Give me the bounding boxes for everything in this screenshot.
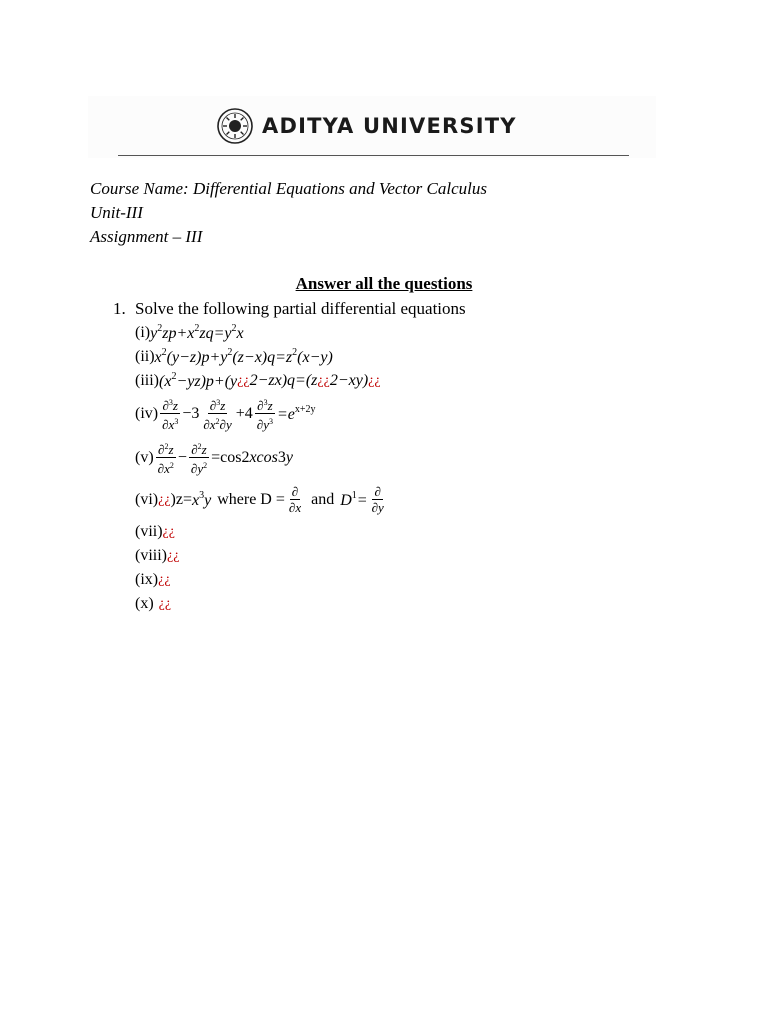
equation-label: (ix) <box>135 571 159 588</box>
equation-vi: (vi) ¿¿ ) z= $x^3y$ where D = $\frac{\partial}{\partial x}$ and $D^1=$ $\frac{\partial}{\partial y}$ <box>135 484 384 515</box>
equation-label: (iii) <box>135 372 159 389</box>
equation-label: (iv) <box>135 404 159 422</box>
sun-emblem-icon <box>216 107 254 145</box>
unit-label: Unit-III <box>90 203 143 222</box>
equation-v: (v) $\frac{\partial^2z}{\partial x^2}$ − $\frac{\partial^2z}{\partial y^2}$ =cos2xcos3y <box>135 442 293 476</box>
equation-iii: (iii) $(x^2-yz)p+(y$ ¿¿ 2−zx)q=(z ¿¿ 2−xy) ¿¿ <box>135 371 381 390</box>
equation-i: (i) $y^2zp+x^2zq=y^2x$ <box>135 323 244 342</box>
university-logo <box>216 107 517 145</box>
garbled-text: ¿¿ <box>237 373 250 388</box>
equation-text: z= <box>175 490 192 508</box>
garbled-text: ¿¿ <box>162 524 175 539</box>
equation-ii: (ii) $x^2(y-z)p+y^2(z-x)q=z^2(x-y)$ <box>135 347 333 366</box>
garbled-text: ¿¿ <box>368 373 381 388</box>
garbled-text: ¿¿ <box>167 548 180 563</box>
equation-iv: (iv) $\frac{\partial^3z}{\partial x^3}$ −3 $\frac{\partial^3z}{\partial x^2\partial y}$ +4 $\frac{\partial^3z}{\partial y^3}$ $=e^{x+2y}$ <box>135 398 316 432</box>
assignment-label: Assignment – III <box>90 227 203 246</box>
header-divider <box>118 155 629 156</box>
equation-label: (ii) <box>135 348 155 365</box>
equation-label: (v) <box>135 448 154 466</box>
equation-x <box>135 595 171 613</box>
equation-label: (vi) <box>135 490 159 508</box>
garbled-text: ¿¿ <box>158 596 172 611</box>
equation-text: where D = <box>217 490 285 508</box>
equation-viii <box>135 547 179 565</box>
question-text: Solve the following partial differential equations <box>135 299 466 318</box>
garbled-text: ¿¿ <box>317 373 330 388</box>
course-name: Course Name: Differential Equations and Vector Calculus <box>90 179 487 198</box>
equation-label: (viii) <box>135 547 167 564</box>
garbled-text: ¿¿ <box>158 572 171 587</box>
equation-label: (i) <box>135 324 151 341</box>
equation-text: and <box>311 490 335 508</box>
equation-label: (vii) <box>135 523 163 540</box>
instructions-title: Answer all the questions <box>295 274 473 293</box>
equation-vii <box>135 523 175 541</box>
question-number: 1. <box>113 299 126 318</box>
garbled-text: ¿¿ <box>158 491 171 507</box>
equation-ix <box>135 571 171 589</box>
university-name: ADITYA UNIVERSITY <box>262 114 517 138</box>
equation-label: (x) <box>135 595 154 612</box>
